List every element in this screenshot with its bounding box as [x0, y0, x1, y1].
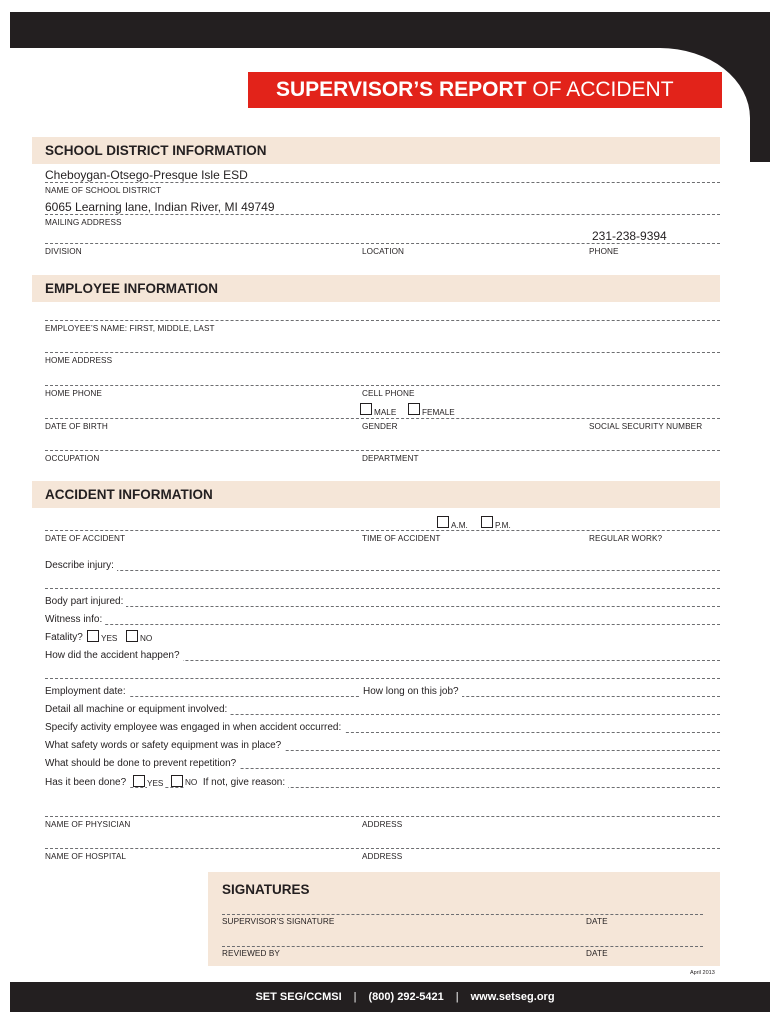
home-address-line[interactable] [45, 352, 720, 353]
activity-label: Specify activity employee was engaged in when accident occurred: [45, 722, 344, 733]
done-no-checkbox[interactable] [171, 775, 183, 787]
location-label: LOCATION [362, 247, 405, 256]
district-name-value[interactable]: Cheboygan-Otsego-Presque Isle ESD [45, 168, 248, 182]
home-address-label: HOME ADDRESS [45, 356, 113, 365]
body-part-line[interactable] [45, 606, 720, 607]
how-long-label: How long on this job? [360, 686, 462, 697]
division-line [45, 243, 720, 244]
done-yes-checkbox[interactable] [133, 775, 145, 787]
supervisor-signature-label: SUPERVISOR’S SIGNATURE [222, 917, 335, 926]
supervisor-signature-line[interactable] [222, 914, 703, 915]
accident-date-line[interactable] [45, 530, 720, 531]
witness-label: Witness info: [45, 614, 105, 625]
reviewed-date-label: DATE [586, 949, 608, 958]
district-name-line [45, 182, 720, 183]
pm-checkbox[interactable] [481, 516, 493, 528]
phone-label: PHONE [589, 247, 619, 256]
if-not-label: If not, give reason: [202, 777, 286, 788]
accident-time-label: TIME OF ACCIDENT [362, 534, 441, 543]
fatality-label: Fatality? [45, 632, 86, 643]
female-checkbox[interactable] [408, 403, 420, 415]
physician-label: NAME OF PHYSICIAN [45, 820, 131, 829]
pm-label: P.M. [495, 521, 511, 530]
footer-separator-1: | [353, 991, 357, 1003]
hospital-line[interactable] [45, 848, 720, 849]
has-done-label: Has it been done? [45, 777, 129, 788]
form-title [248, 72, 722, 108]
footer-org: SET SEG/CCMSI [255, 991, 342, 1003]
reviewed-by-label: REVIEWED BY [222, 949, 280, 958]
male-checkbox[interactable] [360, 403, 372, 415]
fatality-no-label: NO [140, 634, 153, 643]
how-happen-label: How did the accident happen? [45, 650, 183, 661]
employment-date-label: Employment date: [45, 686, 129, 697]
occupation-line[interactable] [45, 450, 720, 451]
mailing-address-label: MAILING ADDRESS [45, 218, 122, 227]
hospital-address-label: ADDRESS [362, 852, 403, 861]
dob-label: DATE OF BIRTH [45, 422, 108, 431]
revision-date: April 2013 [690, 970, 715, 976]
ssn-label: SOCIAL SECURITY NUMBER [589, 422, 703, 431]
fatality-yes-checkbox[interactable] [87, 630, 99, 642]
detail-label: Detail all machine or equipment involved: [45, 704, 230, 715]
home-phone-label: HOME PHONE [45, 389, 102, 398]
describe-line[interactable] [45, 570, 720, 571]
section-school-district: SCHOOL DISTRICT INFORMATION [32, 137, 720, 164]
department-label: DEPARTMENT [362, 454, 419, 463]
employee-name-label: EMPLOYEE’S NAME: FIRST, MIDDLE, LAST [45, 324, 215, 333]
title-light: OF ACCIDENT [532, 78, 674, 101]
am-label: A.M. [451, 521, 468, 530]
done-no-label: NO [185, 778, 198, 787]
gender-label: GENDER [362, 422, 398, 431]
phone-value[interactable]: 231-238-9394 [592, 229, 667, 243]
mailing-address-value[interactable]: 6065 Learning lane, Indian River, MI 49749 [45, 200, 275, 214]
footer-separator-2: | [455, 991, 459, 1003]
section-signatures: SIGNATURES [222, 882, 310, 897]
male-label: MALE [374, 408, 397, 417]
body-part-label: Body part injured: [45, 596, 126, 607]
done-yes-label: YES [147, 779, 164, 788]
fatality-no-checkbox[interactable] [126, 630, 138, 642]
describe-injury-label: Describe injury: [45, 560, 117, 571]
section-accident: ACCIDENT INFORMATION [32, 481, 720, 508]
occupation-label: OCCUPATION [45, 454, 100, 463]
describe-line-2[interactable] [45, 588, 720, 589]
prevent-label: What should be done to prevent repetition? [45, 758, 239, 769]
footer-text [10, 982, 770, 1012]
female-label: FEMALE [422, 408, 455, 417]
fatality-yes-label: YES [101, 634, 118, 643]
hospital-label: NAME OF HOSPITAL [45, 852, 127, 861]
home-phone-line[interactable] [45, 385, 720, 386]
mailing-address-line [45, 214, 720, 215]
cell-phone-label: CELL PHONE [362, 389, 415, 398]
physician-address-label: ADDRESS [362, 820, 403, 829]
supervisor-date-label: DATE [586, 917, 608, 926]
footer-phone: (800) 292-5421 [368, 991, 444, 1003]
physician-line[interactable] [45, 816, 720, 817]
title-bold: SUPERVISOR’S REPORT [276, 78, 527, 101]
section-employee: EMPLOYEE INFORMATION [32, 275, 720, 302]
employee-name-line[interactable] [45, 320, 720, 321]
witness-line[interactable] [45, 624, 720, 625]
am-checkbox[interactable] [437, 516, 449, 528]
dob-line[interactable] [45, 418, 720, 419]
footer-website-link[interactable]: www.setseg.org [470, 991, 555, 1003]
reviewed-by-line[interactable] [222, 946, 703, 947]
district-name-label: NAME OF SCHOOL DISTRICT [45, 186, 162, 195]
how-line-2[interactable] [45, 678, 720, 679]
accident-date-label: DATE OF ACCIDENT [45, 534, 126, 543]
regular-work-label: REGULAR WORK? [589, 534, 663, 543]
division-label: DIVISION [45, 247, 82, 256]
safety-label: What safety words or safety equipment was in place? [45, 740, 284, 751]
